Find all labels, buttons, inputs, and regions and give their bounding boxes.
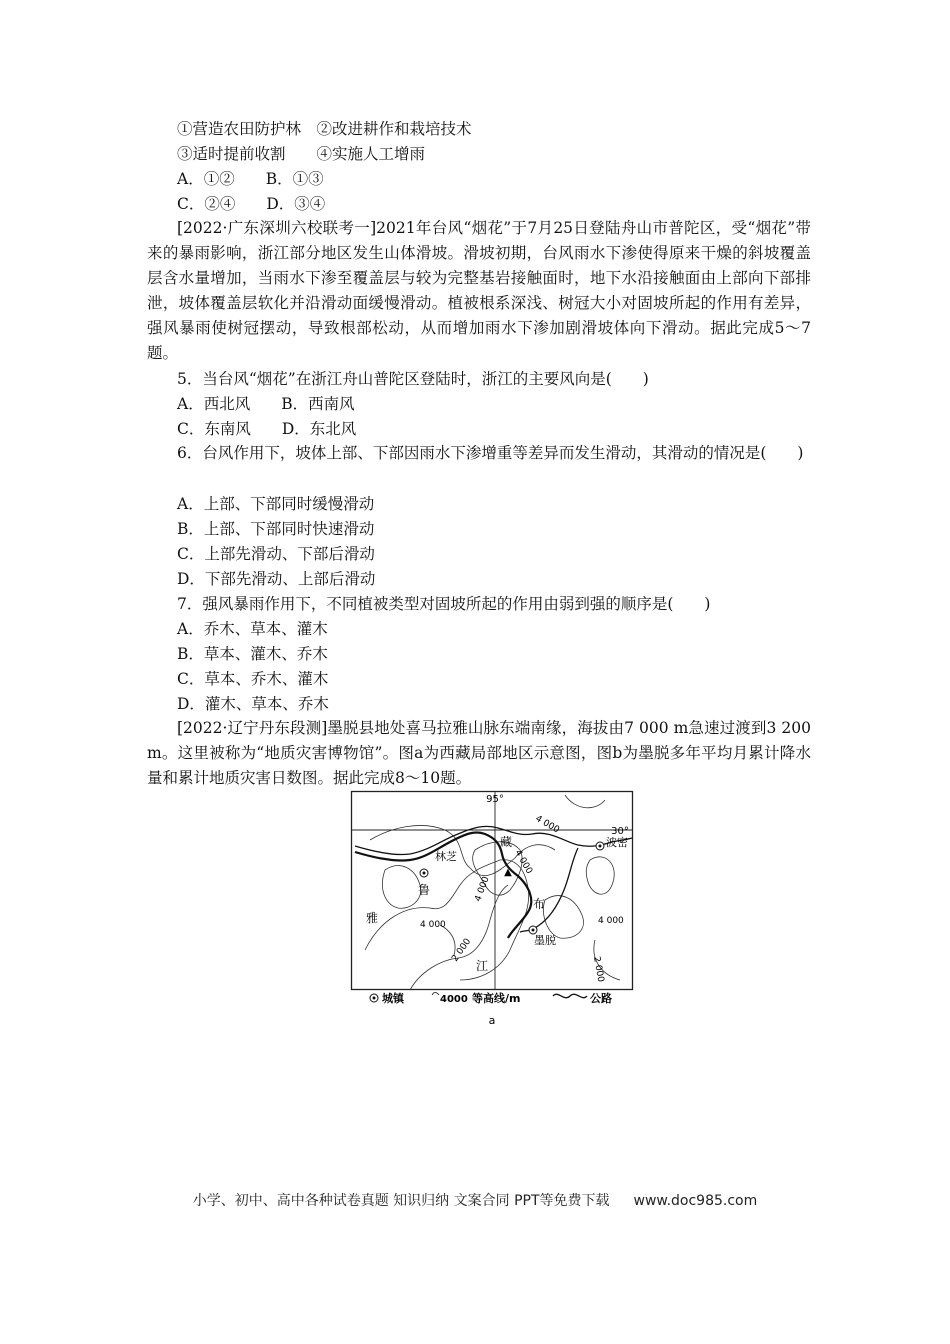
peak-icon: ▲: [504, 867, 512, 878]
choice-ab: A．①② B．①③: [177, 170, 324, 188]
question-6-choice-d: D．下部先滑动、上部后滑动: [177, 570, 376, 588]
legend-city-dot: [373, 997, 376, 1000]
question-6-choice-c: C．上部先滑动、下部后滑动: [177, 545, 375, 563]
option-line-2: ③适时提前收割 ④实施人工增雨: [177, 145, 426, 163]
question-7-choice-a: A．乔木、草本、灌木: [177, 620, 328, 638]
city-nyingchi-label: 林芝: [435, 850, 457, 863]
footer-url[interactable]: www.doc985.com: [633, 1193, 758, 1209]
city-bomi-label: 波密: [606, 836, 628, 849]
question-6-stem-text: 6．台风作用下，坡体上部、下部因雨水下渗增重等差异而发生滑动，其滑动的情况是( ): [177, 444, 804, 462]
legend-road-label: 公路: [590, 992, 612, 1005]
contour-label-3: 4 000: [473, 875, 492, 904]
map-svg: [350, 790, 634, 1060]
question-7-choice-b: B．草本、灌木、乔木: [177, 645, 328, 663]
question-5-stem: 5．当台风“烟花”在浙江舟山普陀区登陆时，浙江的主要风向是( ): [177, 370, 649, 388]
passage-medog-text: [2022·辽宁丹东段测]墨脱县地处喜马拉雅山脉东端南缘，海拔由7 000 m急速过渡到3 200 m。这里被称为“地质灾害博物馆”。图a为西藏局部地区示意图，图b为墨脱多年平均月累计降水量和累计地质灾害日数图。据此完成8～10题。: [147, 719, 811, 787]
city-bomi-dot: [599, 845, 602, 848]
question-6-stem: [147, 441, 811, 466]
map-legend: [370, 991, 612, 1005]
figure-a-map: [350, 790, 634, 1060]
contour-label-7: 2 000: [591, 955, 606, 983]
question-5-choices-cd: C．东南风 D．东北风: [177, 420, 357, 438]
contour-label-1: 4 000: [420, 920, 446, 930]
contour-label-2: 4 000: [512, 848, 534, 876]
river-label-lu: 鲁: [418, 883, 431, 897]
contour-label-4: 4 000: [598, 916, 624, 926]
legend-road-icon: [553, 994, 587, 997]
choice-cd: C．②④ D．③④: [177, 195, 326, 213]
river-label-ya: 雅: [366, 911, 379, 925]
city-medog-dot: [532, 929, 535, 932]
map-frame: [352, 792, 633, 990]
city-medog-label: 墨脱: [534, 934, 556, 947]
river-label-bu: 布: [533, 897, 546, 911]
lon-label: 95°: [486, 794, 504, 805]
question-7-stem: 7．强风暴雨作用下，不同植被类型对固坡所起的作用由弱到强的顺序是( ): [177, 595, 711, 613]
legend-contour-icon: [432, 993, 439, 996]
question-6-choice-b: B．上部、下部同时快速滑动: [177, 520, 375, 538]
option-line-1: ①营造农田防护林 ②改进耕作和栽培技术: [177, 120, 472, 138]
lat-label: 30°: [611, 826, 629, 837]
contour-label-6: 2 000: [450, 936, 474, 964]
question-7-choice-c: C．草本、乔木、灌木: [177, 670, 329, 688]
figure-caption: a: [488, 1014, 496, 1027]
river-label-jiang: 江: [476, 959, 489, 973]
city-nyingchi-dot: [423, 872, 426, 875]
page-footer: [0, 1190, 950, 1210]
passage-medog: [147, 716, 811, 791]
passage-typhoon: [147, 216, 811, 366]
river-label-zang: 藏: [500, 835, 513, 849]
question-5-choices-ab: A．西北风 B．西南风: [177, 395, 355, 413]
legend-contour-label: 等高线/m: [472, 992, 521, 1005]
legend-city-label: 城镇: [382, 992, 404, 1005]
footer-text: 小学、初中、高中各种试卷真题 知识归纳 文案合同 PPT等免费下载: [192, 1193, 610, 1209]
legend-contour-value: 4000: [440, 994, 468, 1005]
question-7-choice-d: D．灌木、草本、乔木: [177, 695, 329, 713]
contour-label-5: 4 000: [533, 813, 561, 836]
question-6-choice-a: A．上部、下部同时缓慢滑动: [177, 495, 375, 513]
passage-typhoon-text: [2022·广东深圳六校联考一]2021年台风“烟花”于7月25日登陆舟山市普陀区，受“烟花”带来的暴雨影响，浙江部分地区发生山体滑坡。滑坡初期，台风雨水下渗使得原来干燥的斜坡覆盖层含水量增加，当雨水下渗至覆盖层与较为完整基岩接触面时，地下水沿接触面由上部向下部排泄，坡体覆盖层软化并沿滑动面缓慢滑动。植被根系深浅、树冠大小对固坡所起的作用有差异，强风暴雨使树冠摆动，导致根部松动，从而增加雨水下渗加剧滑坡体向下滑动。据此完成5～7题。: [147, 219, 811, 362]
